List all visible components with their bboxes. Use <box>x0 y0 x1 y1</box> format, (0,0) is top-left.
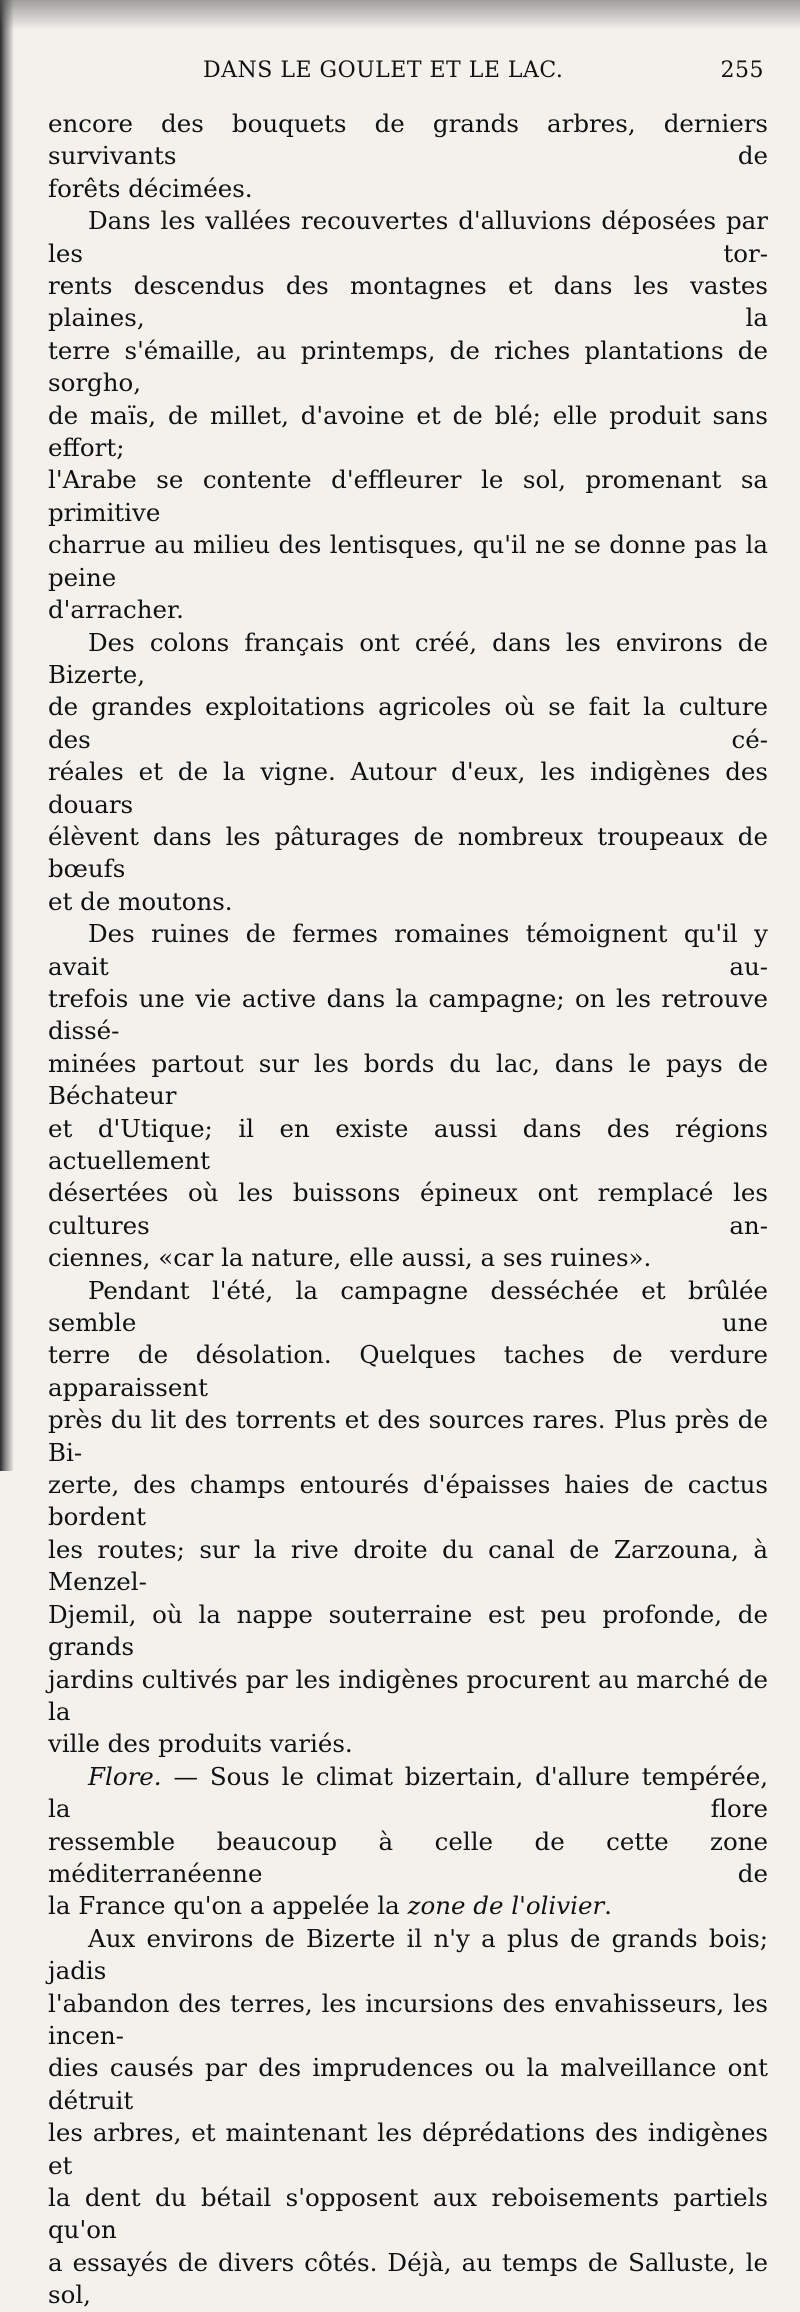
text-line: ressemble beaucoup à celle de cette zone méditerranéenne de <box>48 1826 768 1888</box>
text-line: de maïs, de millet, d'avoine et de blé; elle produit sans effort; <box>48 400 768 463</box>
paragraph-7 <box>48 1923 768 2312</box>
text-line: réales et de la vigne. Autour d'eux, les indigènes des douars <box>48 757 768 819</box>
scan-top-shadow <box>0 0 800 30</box>
page-number: 255 <box>720 58 764 83</box>
text-line: ciennes, «car la nature, elle aussi, a ses ruines». <box>48 1243 652 1273</box>
text-line: jardins cultivés par les indigènes procurent au marché de la <box>48 1664 768 1726</box>
text-line: terre de désolation. Quelques taches de verdure apparaissent <box>48 1340 768 1402</box>
text-line: rents descendus des montagnes et dans les vastes plaines, la <box>48 271 768 333</box>
paragraph-6 <box>48 1761 768 1923</box>
text-line: les arbres, et maintenant les déprédations des indigènes et <box>48 2118 768 2180</box>
text-line: élèvent dans les pâturages de nombreux troupeaux de bœufs <box>48 821 768 884</box>
text-line: minées partout sur les bords du lac, dans le pays de Béchateur <box>48 1048 768 1111</box>
text-line: ville des produits variés. <box>48 1729 353 1759</box>
text-line: la dent du bétail s'opposent aux reboisements partiels qu'on <box>48 2183 768 2245</box>
paragraph-2 <box>48 205 768 626</box>
text-line: l'abandon des terres, les incursions des envahisseurs, les incen- <box>48 1988 768 2050</box>
text-line: Des colons français ont créé, dans les environs de Bizerte, <box>48 627 768 689</box>
text-line: Dans les vallées recouvertes d'alluvions déposées par les tor- <box>48 206 768 268</box>
book-page <box>48 58 768 2312</box>
text-line: de grandes exploitations agricoles où se fait la culture des cé- <box>48 692 768 754</box>
text-line: terre s'émaille, au printemps, de riches plantations de sorgho, <box>48 335 768 398</box>
running-title: DANS LE GOULET ET LE LAC. <box>203 58 564 83</box>
text-line: la France qu'on a appelée la zone de l'olivier. <box>48 1891 612 1921</box>
page-header <box>48 58 768 94</box>
text-line: zerte, des champs entourés d'épaisses haies de cactus bordent <box>48 1470 768 1532</box>
text-line: a essayés de divers côtés. Déjà, au temps de Salluste, le sol, <box>48 2247 768 2310</box>
paragraph-5 <box>48 1275 768 1761</box>
text-line: et de moutons. <box>48 886 233 916</box>
text-line: dies causés par des imprudences ou la malveillance ont détruit <box>48 2053 768 2115</box>
text-line: désertées où les buissons épineux ont remplacé les cultures an- <box>48 1178 768 1240</box>
text-line: les routes; sur la rive droite du canal de Zarzouna, à Menzel- <box>48 1534 768 1597</box>
text-line: Des ruines de fermes romaines témoignent qu'il y avait au- <box>48 919 768 981</box>
text-line: d'arracher. <box>48 595 184 625</box>
paragraph-4 <box>48 918 768 1274</box>
text-line: et d'Utique; il en existe aussi dans des régions actuellement <box>48 1113 768 1175</box>
text-line: trefois une vie active dans la campagne; on les retrouve dissé- <box>48 983 768 1046</box>
text-line: Flore. — Sous le climat bizertain, d'allure tempérée, la flore <box>48 1761 768 1824</box>
text-line: encore des bouquets de grands arbres, derniers survivants de <box>48 109 768 171</box>
text-line: forêts décimées. <box>48 173 253 203</box>
text-line: Djemil, où la nappe souterraine est peu profonde, de grands <box>48 1599 768 1662</box>
text-line: charrue au milieu des lentisques, qu'il ne se donne pas la peine <box>48 530 768 592</box>
paragraph-3 <box>48 627 768 919</box>
text-line: près du lit des torrents et des sources rares. Plus près de Bi- <box>48 1405 768 1467</box>
scan-edge-shadow <box>0 0 14 1471</box>
text-line: Aux environs de Bizerte il n'y a plus de grands bois; jadis <box>48 1923 768 1986</box>
body-text <box>48 108 768 2312</box>
text-line: l'Arabe se contente d'effleurer le sol, promenant sa primitive <box>48 465 768 527</box>
paragraph-1 <box>48 108 768 205</box>
text-line: Pendant l'été, la campagne desséchée et brûlée semble une <box>48 1275 768 1338</box>
